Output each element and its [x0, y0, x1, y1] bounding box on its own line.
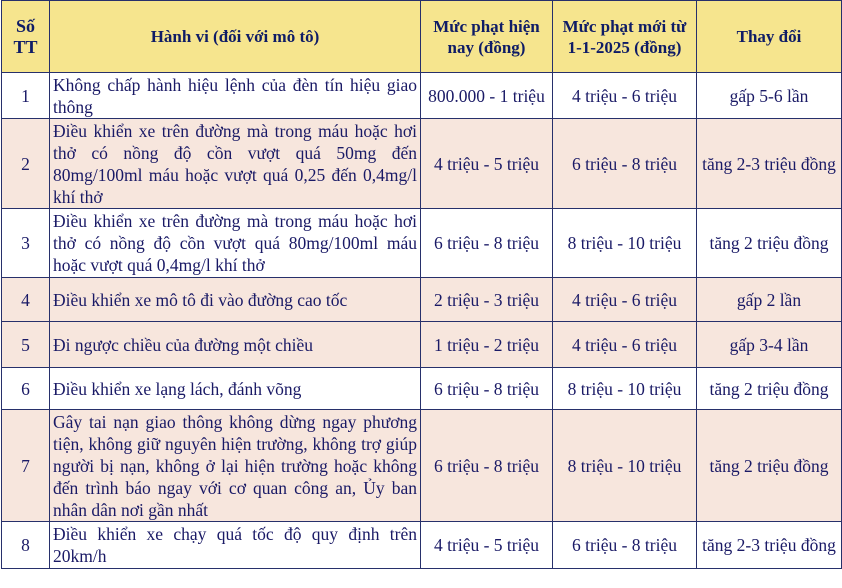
- fines-table-container: [1, 0, 841, 586]
- cell-current-fine: 6 triệu - 8 triệu: [421, 368, 553, 410]
- cell-change: tăng 2-3 triệu đồng: [697, 119, 842, 209]
- header-behavior: Hành vi (đối với mô tô): [50, 1, 421, 73]
- cell-new-fine: 4 triệu - 6 triệu: [553, 278, 697, 322]
- cell-behavior: Đi ngược chiều của đường một chiều: [50, 322, 421, 368]
- cell-new-fine: 8 triệu - 10 triệu: [553, 410, 697, 522]
- table-body: [2, 73, 842, 569]
- cell-behavior: Không chấp hành hiệu lệnh của đèn tín hiệu giao thông: [50, 73, 421, 119]
- cell-current-fine: 6 triệu - 8 triệu: [421, 209, 553, 278]
- cell-behavior: Điều khiển xe lạng lách, đánh võng: [50, 368, 421, 410]
- cell-behavior: Điều khiển xe trên đường mà trong máu hoặc hơi thở có nồng độ cồn vượt quá 80mg/100ml máu hoặc vượt quá 0,4mg/l khí thở: [50, 209, 421, 278]
- cell-stt: 5: [2, 322, 50, 368]
- cell-stt: 7: [2, 410, 50, 522]
- header-stt: Số TT: [2, 1, 50, 73]
- table-row: [2, 522, 842, 569]
- cell-behavior: Điều khiển xe mô tô đi vào đường cao tốc: [50, 278, 421, 322]
- cell-new-fine: 4 triệu - 6 triệu: [553, 322, 697, 368]
- cell-change: tăng 2 triệu đồng: [697, 410, 842, 522]
- cell-new-fine: 8 triệu - 10 triệu: [553, 368, 697, 410]
- cell-new-fine: 6 triệu - 8 triệu: [553, 119, 697, 209]
- table-row: [2, 73, 842, 119]
- cell-stt: 2: [2, 119, 50, 209]
- cell-stt: 3: [2, 209, 50, 278]
- cell-current-fine: 1 triệu - 2 triệu: [421, 322, 553, 368]
- table-row: [2, 368, 842, 410]
- table-row: [2, 278, 842, 322]
- cell-new-fine: 8 triệu - 10 triệu: [553, 209, 697, 278]
- table-row: [2, 209, 842, 278]
- cell-change: gấp 3-4 lần: [697, 322, 842, 368]
- cell-new-fine: 4 triệu - 6 triệu: [553, 73, 697, 119]
- cell-change: tăng 2 triệu đồng: [697, 368, 842, 410]
- header-row: [2, 1, 842, 73]
- cell-current-fine: 6 triệu - 8 triệu: [421, 410, 553, 522]
- cell-current-fine: 4 triệu - 5 triệu: [421, 119, 553, 209]
- table-row: [2, 119, 842, 209]
- cell-stt: 8: [2, 522, 50, 569]
- table-header: [2, 1, 842, 73]
- cell-change: tăng 2-3 triệu đồng: [697, 522, 842, 569]
- cell-behavior: Điều khiển xe chạy quá tốc độ quy định trên 20km/h: [50, 522, 421, 569]
- table-row: [2, 410, 842, 522]
- header-current-fine: Mức phạt hiện nay (đồng): [421, 1, 553, 73]
- cell-stt: 4: [2, 278, 50, 322]
- fines-comparison-table: [1, 0, 842, 569]
- header-change: Thay đổi: [697, 1, 842, 73]
- header-new-fine: Mức phạt mới từ 1-1-2025 (đồng): [553, 1, 697, 73]
- cell-behavior: Gây tai nạn giao thông không dừng ngay phương tiện, không giữ nguyên hiện trường, không trợ giúp người bị nạn, không ở lại hiện trường hoặc không đến trình báo ngay với cơ quan công an, Ủy ban nhân dân nơi gần nhất: [50, 410, 421, 522]
- cell-stt: 6: [2, 368, 50, 410]
- cell-current-fine: 2 triệu - 3 triệu: [421, 278, 553, 322]
- cell-current-fine: 4 triệu - 5 triệu: [421, 522, 553, 569]
- cell-change: tăng 2 triệu đồng: [697, 209, 842, 278]
- cell-change: gấp 5-6 lần: [697, 73, 842, 119]
- cell-stt: 1: [2, 73, 50, 119]
- table-row: [2, 322, 842, 368]
- cell-behavior: Điều khiển xe trên đường mà trong máu hoặc hơi thở có nồng độ cồn vượt quá 50mg đến 80mg/100ml máu hoặc vượt quá 0,25 đến 0,4mg/l khí thở: [50, 119, 421, 209]
- cell-current-fine: 800.000 - 1 triệu: [421, 73, 553, 119]
- cell-change: gấp 2 lần: [697, 278, 842, 322]
- cell-new-fine: 6 triệu - 8 triệu: [553, 522, 697, 569]
